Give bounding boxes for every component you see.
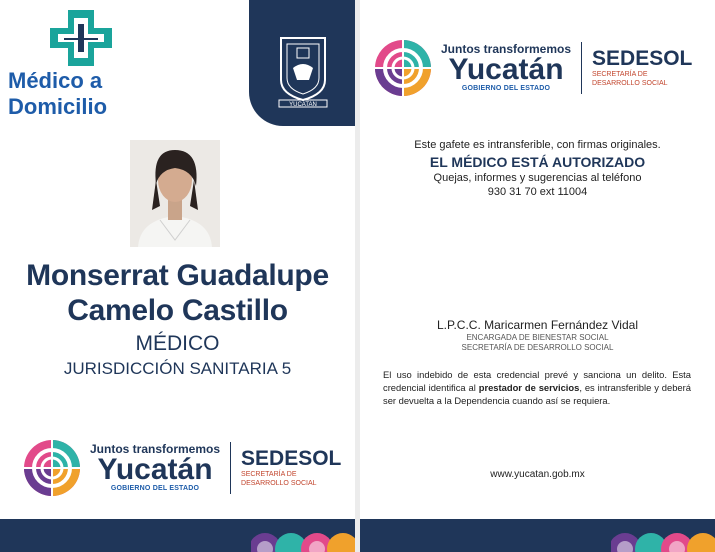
badge-back: [360, 0, 715, 552]
agency-block: [241, 448, 341, 488]
program-name-line1: Médico a: [8, 68, 103, 93]
person-name: [0, 258, 355, 328]
program-logo: [8, 10, 118, 118]
gov-label: GOBIERNO DEL ESTADO: [110, 485, 200, 492]
agency-line2: DESARROLLO SOCIAL: [241, 480, 317, 487]
bottom-band: [360, 519, 715, 552]
agency-line1: SECRETARÍA DE: [241, 471, 297, 478]
agency-line2: DESARROLLO SOCIAL: [592, 80, 668, 87]
state-name: Yucatán: [448, 53, 564, 86]
phone-number: 930 31 70 ext 11004: [487, 186, 588, 198]
gov-label: GOBIERNO DEL ESTADO: [461, 85, 551, 92]
complaints-text: Quejas, informes y sugerencias al teléfono: [433, 172, 642, 184]
agency-block: [592, 48, 692, 88]
government-logo: [22, 438, 341, 498]
person-jurisdiction: JURISDICCIÓN SANITARIA 5: [63, 359, 292, 378]
person-role: MÉDICO: [135, 332, 220, 355]
agency-name: SEDESOL: [241, 447, 342, 470]
person-photo: [130, 140, 220, 247]
seal-label: YUCATAN: [289, 102, 317, 108]
yucatan-wordmark: [441, 43, 571, 93]
badge-front: [0, 0, 355, 552]
signer-agency: SECRETARÍA DE DESARROLLO SOCIAL: [461, 343, 614, 352]
yucatan-emblem-icon: [373, 38, 433, 98]
yucatan-emblem-icon: [22, 438, 82, 498]
state-name: Yucatán: [97, 453, 213, 486]
person-name-line1: Monserrat Guadalupe: [26, 259, 329, 292]
logo-divider: [581, 42, 582, 94]
bottom-band: [0, 519, 355, 552]
legal-text-bold: prestador de servicios: [478, 382, 580, 393]
signer-name: L.P.C.C. Maricarmen Fernández Vidal: [437, 318, 638, 332]
legal-text-1: El uso indebido de esta credencial prevé y sanciona un delito. Esta credencial identifica al: [383, 369, 691, 393]
decorative-pattern-icon: [251, 519, 355, 552]
authorized-heading: EL MÉDICO ESTÁ AUTORIZADO: [429, 154, 646, 170]
person-name-line2: Camelo Castillo: [67, 294, 288, 327]
website-link[interactable]: www.yucatan.gob.mx: [490, 469, 585, 480]
medical-cross-icon: [50, 10, 112, 66]
government-logo-back: [373, 38, 692, 98]
agency-name: SEDESOL: [592, 47, 693, 70]
state-seal-icon: [277, 34, 329, 108]
slogan: Juntos transformemos: [90, 442, 221, 456]
yucatan-wordmark: [90, 443, 220, 493]
program-name-line2: Domicilio: [8, 94, 108, 119]
decorative-pattern-icon: [611, 519, 715, 552]
slogan: Juntos transformemos: [441, 42, 572, 56]
agency-line1: SECRETARÍA DE: [592, 71, 648, 78]
intro-text: Este gafete es intransferible, con firmas originales.: [414, 139, 661, 151]
logo-divider: [230, 442, 231, 494]
state-seal-panel: [249, 0, 355, 126]
legal-notice: [383, 368, 691, 407]
signer-role: ENCARGADA DE BIENESTAR SOCIAL: [466, 333, 609, 342]
legal-text-2: , es intransferible y deberá ser devuelta a la Dependencia cuando así se requiera.: [383, 382, 691, 406]
